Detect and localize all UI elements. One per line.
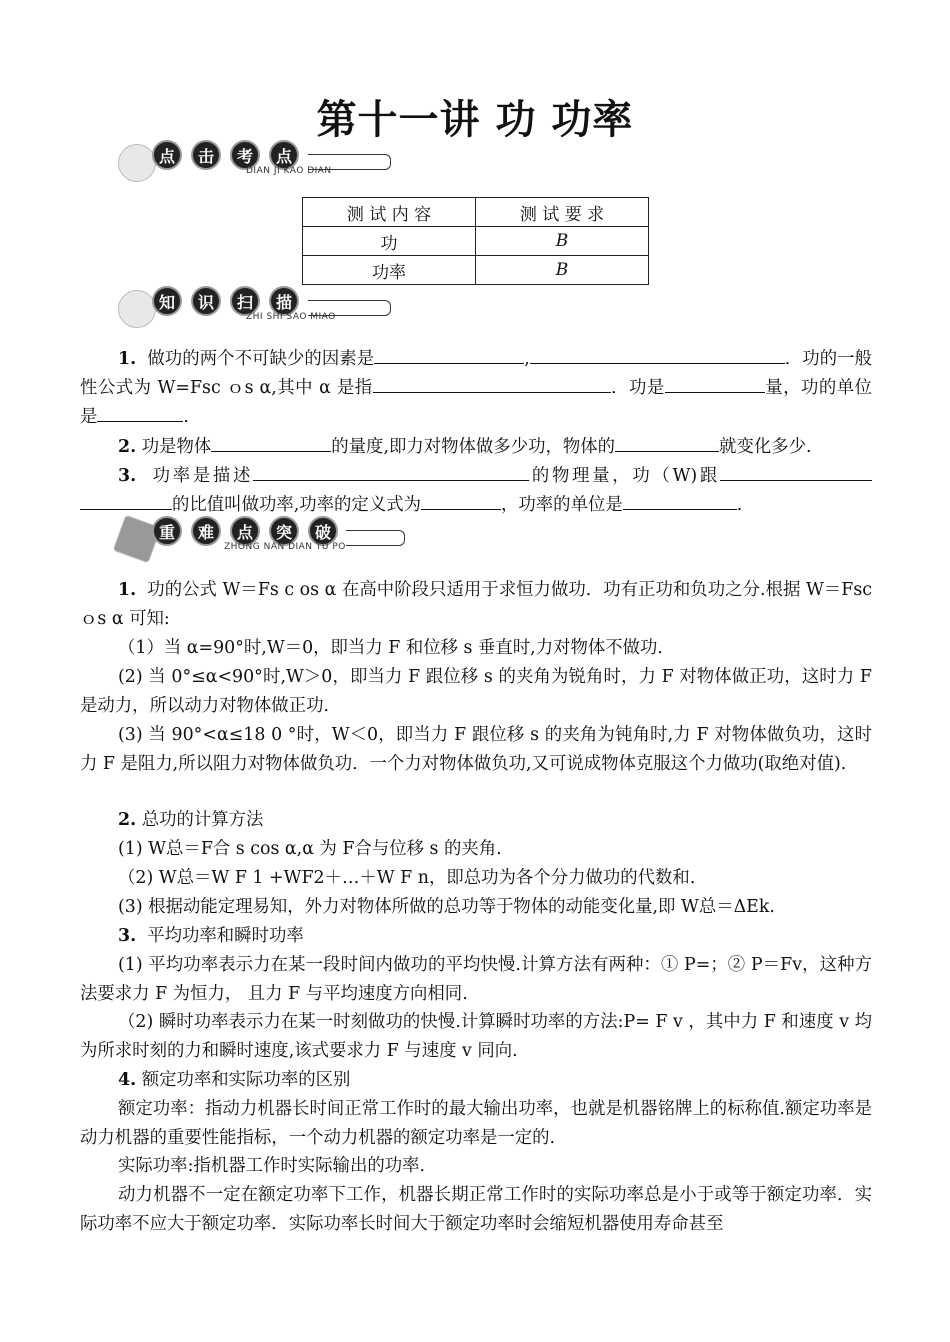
answer-blank[interactable] (80, 491, 172, 510)
banner-char: 破 (308, 516, 338, 546)
table-cell: B (476, 256, 649, 285)
item-text: 做功的两个不可缺少的因素是 (147, 349, 375, 369)
item-text: ．功的一般性公式为 W=Fsc ｏs α,其中 α 是指 (80, 349, 872, 399)
item-text: 就变化多少. (719, 437, 812, 457)
answer-blank[interactable] (211, 433, 331, 452)
banner-dian-ji-kao-dian (118, 140, 398, 186)
banner-badge-icon (118, 144, 156, 182)
banner-line (308, 300, 391, 316)
breakthrough-p4-1: 额定功率：指动力机器长时间正常工作时的最大输出功率，也就是机器铭牌上的标称值.额定功率是动力机器的重要性能指标，一个动力机器的额定功率是一定的. (80, 1099, 872, 1149)
item-text: 功是物体 (141, 437, 212, 457)
heading-text: 总功的计算方法 (141, 810, 264, 830)
table-row (303, 256, 649, 285)
banner-char: 知 (152, 286, 182, 316)
breakthrough-p1-1: （1）当 α=90°时,W＝0，即当力 F 和位移 s 垂直时,力对物体不做功． (118, 638, 675, 658)
item-number: 3. (118, 926, 137, 946)
requirements-table (302, 197, 649, 285)
table-cell: B (476, 227, 649, 256)
item-text: ．功是 (610, 378, 665, 399)
banner-zhong-nan-dian-tu-po (118, 516, 418, 562)
item-text: 的比值叫做功率,功率的定义式为 (172, 495, 421, 516)
banner-zhi-shi-sao-miao (118, 286, 398, 332)
knowledge-item-2 (80, 433, 872, 462)
knowledge-item-1: 1. 做功的两个不可缺少的因素是 , ．功的一般性公式为 W=Fsc ｏs α,其中 α 是指 ．功是 量，功的单位是 . (80, 345, 872, 433)
answer-blank[interactable] (253, 462, 529, 481)
answer-blank[interactable] (374, 345, 524, 364)
banner-char: 难 (191, 516, 221, 546)
breakthrough-p2-2: （2) W总＝W F 1 +WF2＋…＋W F n，即总功为各个分力做功的代数和. (118, 868, 696, 888)
breakthrough-p2-3: (3) 根据动能定理易知，外力对物体所做的总功等于物体的动能变化量,即 W总＝ΔEk. (118, 897, 775, 917)
banner-line (308, 154, 391, 170)
answer-blank[interactable] (530, 345, 785, 364)
banner-char: 重 (152, 516, 182, 546)
table-header: 测 试 要 求 (476, 198, 649, 227)
banner-pinyin: ZHONG NAN DIAN TU PO (224, 542, 346, 552)
banner-char: 击 (191, 140, 221, 170)
item-text: 量，功的单位是 (80, 378, 872, 428)
answer-blank[interactable] (720, 462, 872, 481)
breakthrough-p3-2: （2) 瞬时功率表示力在某一时刻做功的快慢.计算瞬时功率的方法:P= F v ，其中力 F 和速度 v 均为所求时刻的力和瞬时速度,该式要求力 F 与速度 v 同向. (80, 1012, 872, 1062)
banner-char: 突 (269, 516, 299, 546)
breakthrough-h3 (80, 922, 872, 951)
banner-char: 识 (191, 286, 221, 316)
banner-char: 考 (230, 140, 260, 170)
breakthrough-p1-2: (2) 当 0°≤α<90°时,W＞0，即当力 F 跟位移 s 的夹角为锐角时，力 F 对物体做正功，这时力 F 是动力，所以动力对物体做正功． (80, 667, 872, 717)
breakthrough-p1-3: (3) 当 90°<α≤18 0 °时，W＜0，即当力 F 跟位移 s 的夹角为钝角时,力 F 对物体做负功，这时力 F 是阻力,所以阻力对物体做负功．一个力对物体做负功,又可说成物体克服这个力做功(取绝对值). (80, 725, 872, 775)
item-number: 2. (118, 437, 137, 457)
answer-blank[interactable] (373, 374, 611, 393)
breakthrough-p4-3: 动力机器不一定在额定功率下工作，机器长期正常工作时的实际功率总是小于或等于额定功率．实际功率不应大于额定功率．实际功率长时间大于额定功率时会缩短机器使用寿命甚至 (80, 1185, 872, 1235)
item-number: 1. (118, 580, 137, 600)
breakthrough-p1 (80, 576, 872, 634)
banner-char: 扫 (230, 286, 260, 316)
paragraph-text: 功的公式 W＝Fs c os α 在高中阶段只适用于求恒力做功．功有正功和负功之分.根据 W＝Fsc ｏs α 可知: (80, 580, 872, 630)
banner-char: 点 (152, 140, 182, 170)
knowledge-item-3: 3. 功率是描述 的物理量，功（W)跟的比值叫做功率,功率的定义式为 ，功率的单位是 . (80, 462, 872, 520)
breakthrough-p2-1: (1) W总＝F合 s cos α,α 为 F合与位移 s 的夹角. (118, 839, 502, 859)
answer-blank[interactable] (97, 403, 183, 422)
item-text: 功率是描述 (152, 466, 254, 486)
answer-blank[interactable] (623, 491, 737, 510)
item-number: 4. (118, 1070, 137, 1090)
item-text: 的量度,即力对物体做多少功，物体的 (331, 437, 616, 457)
banner-char: 点 (230, 516, 260, 546)
table-header: 测 试 内 容 (303, 198, 476, 227)
breakthrough-p3-1: (1) 平均功率表示力在某一段时间内做功的平均快慢.计算方法有两种：① P=；② P＝Fv，这种方法要求力 F 为恒力， 且力 F 与平均速度方向相同. (80, 955, 872, 1005)
breakthrough-p4-2: 实际功率:指机器工作时实际输出的功率. (118, 1156, 426, 1176)
item-number: 1. (118, 349, 137, 369)
banner-badge-icon (118, 290, 156, 328)
banner-pinyin: DIAN JI KAO DIAN (246, 166, 332, 176)
breakthrough-h2 (80, 806, 872, 835)
item-text: 的物理量，功（W)跟 (529, 466, 720, 486)
banner-char: 点 (269, 140, 299, 170)
item-number: 2. (118, 810, 137, 830)
breakthrough-h4 (80, 1066, 872, 1095)
heading-text: 额定功率和实际功率的区别 (141, 1070, 351, 1090)
banner-pinyin: ZHI SHI SAO MIAO (246, 312, 336, 322)
banner-line (346, 530, 405, 546)
page-title: 第十一讲 功 功率 (316, 97, 634, 143)
answer-blank[interactable] (665, 374, 765, 393)
table-cell: 功率 (303, 256, 476, 285)
answer-blank[interactable] (615, 433, 719, 452)
heading-text: 平均功率和瞬时功率 (147, 926, 304, 946)
banner-char: 描 (269, 286, 299, 316)
item-number: 3. (118, 466, 137, 486)
item-text: ，功率的单位是 (501, 495, 623, 516)
table-row (303, 227, 649, 256)
table-cell: 功 (303, 227, 476, 256)
answer-blank[interactable] (421, 491, 501, 510)
